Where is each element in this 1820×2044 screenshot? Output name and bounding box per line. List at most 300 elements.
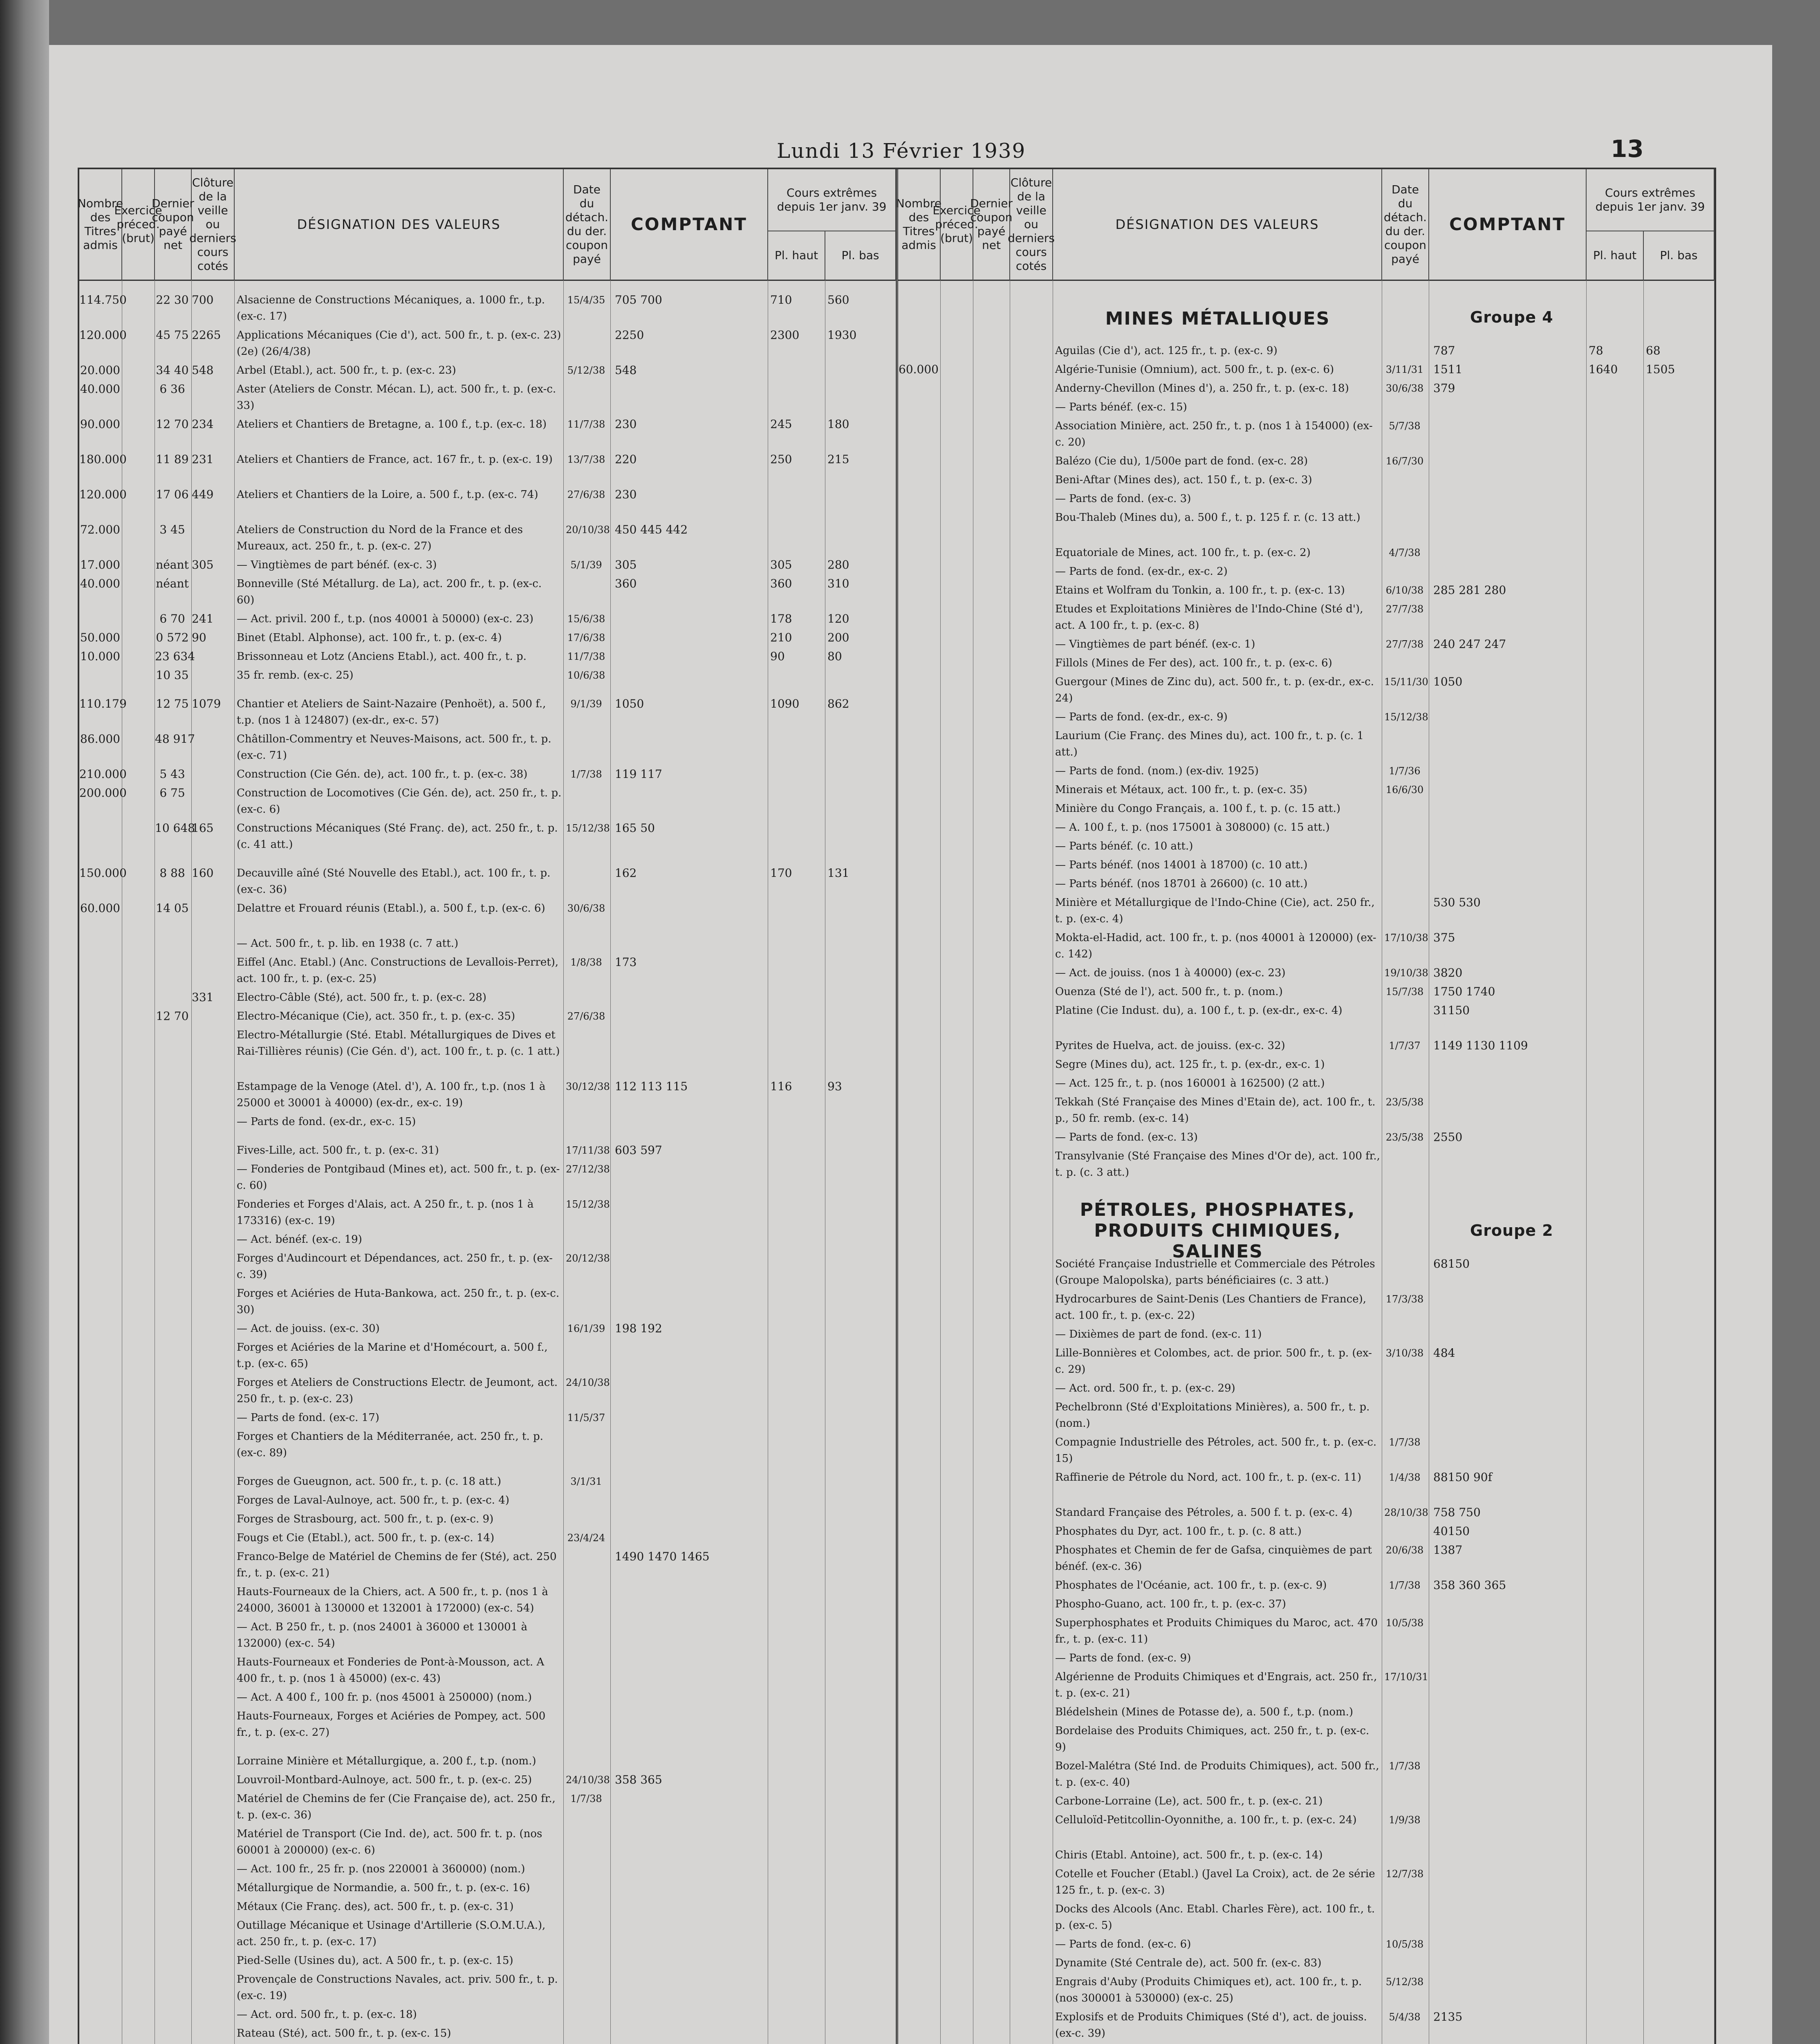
table-row [898,1901,1715,1935]
column-header-comptant: COMPTANT [611,169,768,280]
cell-comptant: 484 [1433,1346,1455,1360]
table-row [79,1753,896,1771]
cell-date: 11/7/38 [567,419,605,430]
cell-designation: Tekkah (Sté Française des Mines d'Etain de), act. 100 fr., t. p., 50 fr. remb. (ex-c. 14) [1055,1096,1376,1125]
cell-plbas: 1505 [1646,363,1675,376]
cell-date: 1/7/38 [570,769,602,780]
cell-coupon: 6 75 [159,786,185,800]
cell-comptant: 240 247 247 [1433,637,1506,651]
cell-comptant: 230 [615,488,637,501]
cell-date: 27/6/38 [567,489,605,500]
table-row [79,865,896,899]
cell-date: 5/1/39 [570,559,602,571]
cell-designation: Delattre et Frouard réunis (Etabl.), a. 500 f., t.p. (ex-c. 6) [237,902,545,914]
column-header-titres: Nombre des Titres admis [898,169,941,280]
cell-comptant: 68150 [1433,1257,1470,1271]
cell-comptant: 530 530 [1433,896,1481,909]
section-title: PÉTROLES, PHOSPHATES, PRODUITS CHIMIQUES, SALINES [1080,1199,1356,1262]
cell-designation: Bozel-Malétra (Sté Ind. de Produits Chimiques), act. 500 fr., t. p. (ex-c. 40) [1055,1760,1379,1788]
cell-comptant: 31150 [1433,1004,1470,1017]
cell-cloture: 548 [192,363,214,377]
cell-date: 28/10/38 [1384,1507,1428,1518]
table-row [898,1504,1715,1522]
page-header [49,135,1772,168]
cell-designation: Platine (Cie Indust. du), a. 100 f., t. p. (ex-dr., ex-c. 4) [1055,1004,1343,1017]
table-row [79,1078,896,1113]
cell-titres: 50.000 [80,631,120,644]
cell-designation: Constructions Mécaniques (Sté Franç. de), act. 250 fr., t. p. (c. 41 att.) [237,822,558,851]
table-row [79,292,896,326]
cell-plhaut: 360 [770,577,792,590]
column-header-coupon: Dernier coupon payé net [973,169,1010,280]
cell-date: 1/7/38 [1389,1437,1421,1448]
cell-designation: Chiris (Etabl. Antoine), act. 500 fr., t. p. (ex-c. 14) [1055,1849,1323,1861]
cell-date: 1/7/36 [1389,765,1421,777]
column-header-cloture: Clôture de la veille ou derniers cours cotés [192,169,235,280]
cell-designation: Superphosphates et Produits Chimiques du Maroc, act. 470 fr., t. p. (ex-c. 11) [1055,1617,1378,1645]
cell-comptant: 548 [615,363,637,377]
table-row [898,1256,1715,1290]
column-header-coupon: Dernier coupon payé net [155,169,192,280]
cell-date: 6/10/38 [1385,585,1424,596]
table-row [898,930,1715,964]
cell-date: 17/6/38 [567,632,605,643]
table-row [79,1196,896,1230]
cell-titres: 200.000 [79,786,127,800]
table-row [898,1669,1715,1703]
cell-designation: Minière du Congo Français, a. 100 f., t. p. (c. 15 att.) [1055,802,1340,815]
cell-designation: Equatoriale de Mines, act. 100 fr., t. p. (ex-c. 2) [1055,547,1311,559]
table-row [79,2025,896,2043]
cell-titres: 120.000 [79,328,127,342]
cell-designation: — Fonderies de Pontgibaud (Mines et), act. 500 fr., t. p. (ex-c. 60) [237,1163,560,1192]
cell-coupon: 12 75 [156,697,189,710]
cell-designation: Châtillon-Commentry et Neuves-Maisons, act. 500 fr., t. p. (ex-c. 71) [237,733,551,762]
cell-cloture: 331 [192,991,214,1004]
table-row [898,1291,1715,1325]
cell-plbas: 862 [827,697,849,710]
cell-coupon: 3 45 [159,523,185,536]
cell-designation: — Act. ord. 500 fr., t. p. (ex-c. 29) [1055,1382,1235,1394]
cell-designation: Eiffel (Anc. Etabl.) (Anc. Constructions de Levallois-Perret), act. 100 fr., t. p. (ex-c. 25) [237,956,559,985]
table-row [898,1129,1715,1147]
column-header-exercice: Exercice préced. (brut) [122,169,155,280]
table-row [898,399,1715,417]
table-row [898,1148,1715,1182]
cell-designation: — Act. 500 fr., t. p. lib. en 1938 (c. 7 att.) [237,937,459,950]
table-row [79,1584,896,1618]
table-row [898,453,1715,471]
cell-cloture: 160 [192,866,214,880]
cell-designation: Ateliers de Construction du Nord de la France et des Mureaux, act. 250 fr., t. p. (ex-c. 27) [237,524,523,552]
cell-designation: Ouenza (Sté de l'), act. 500 fr., t. p. (nom.) [1055,986,1283,998]
cell-designation: Association Minière, act. 250 fr., t. p. (nos 1 à 154000) (ex-c. 20) [1055,420,1373,448]
cell-date: 1/7/38 [1389,1580,1421,1591]
cell-date: 24/10/38 [566,1774,610,1786]
cell-cloture: 90 [192,631,206,644]
cell-plbas: 80 [827,650,842,663]
cell-comptant: 119 117 [615,767,662,781]
cell-designation: Fives-Lille, act. 500 fr., t. p. (ex-c. 31) [237,1144,439,1156]
cell-designation: Ateliers et Chantiers de France, act. 167 fr., t. p. (ex-c. 19) [237,453,553,466]
cell-date: 27/7/38 [1385,639,1424,650]
table-row [79,1619,896,1653]
table-row [898,1866,1715,1900]
column-header-date: Date du détach. du der. coupon payé [564,169,611,280]
table-row [79,1410,896,1428]
right-table-header [898,169,1715,281]
cell-designation: Explosifs et de Produits Chimiques (Sté d'), act. de jouiss. (ex-c. 39) [1055,2011,1367,2040]
table-row [898,1345,1715,1379]
table-row [898,1704,1715,1722]
cell-comptant: 1149 1130 1109 [1433,1039,1528,1052]
cell-designation: — Parts bénéf. (nos 18701 à 26600) (c. 10 att.) [1055,878,1308,890]
cell-comptant: 230 [615,417,637,431]
cell-coupon: 48 917 [155,732,195,746]
cell-cloture: 449 [192,488,214,501]
cell-designation: — Vingtièmes de part bénéf. (ex-c. 3) [237,559,437,571]
cell-coupon: 10 35 [156,668,189,682]
cell-date: 3/10/38 [1385,1347,1424,1359]
cell-date: 10/5/38 [1385,1617,1424,1629]
table-row [898,984,1715,1002]
cell-designation: Phosphates et Chemin de fer de Gafsa, cinquièmes de part bénéf. (ex-c. 36) [1055,1544,1372,1573]
cell-designation: Mokta-el-Hadid, act. 100 fr., t. p. (nos 40001 à 120000) (ex-c. 142) [1055,932,1376,960]
cell-plhaut: 1090 [770,697,800,710]
cell-designation: Decauville aîné (Sté Nouvelle des Etabl.), act. 100 fr., t. p. (ex-c. 36) [237,867,551,896]
cell-date: 30/12/38 [566,1081,610,1092]
cell-designation: Matériel de Chemins de fer (Cie Française de), act. 250 fr., t. p. (ex-c. 36) [237,1793,556,1821]
cell-date: 20/12/38 [566,1253,610,1264]
table-row [898,343,1715,361]
table-row [79,1971,896,2006]
cell-date: 16/1/39 [567,1323,605,1334]
cell-coupon: 0 572 [156,631,189,644]
table-row [79,486,896,521]
cell-date: 15/12/38 [566,1199,610,1210]
cell-comptant: 1050 [615,697,644,710]
cell-designation: — Parts de fond. (ex-c. 13) [1055,1131,1198,1143]
cell-date: 9/1/39 [570,698,602,710]
cell-designation: Guergour (Mines de Zinc du), act. 500 fr., t. p. (ex-dr., ex-c. 24) [1055,676,1374,704]
cell-coupon: néant [156,558,189,572]
right-half-table [898,169,1715,2044]
cell-designation: Construction de Locomotives (Cie Gén. de), act. 250 fr., t. p. (ex-c. 6) [237,787,562,816]
cell-designation: — Parts de fond. (ex-c. 17) [237,1412,379,1424]
cell-designation: Forges d'Audincourt et Dépendances, act. 250 fr., t. p. (ex-c. 39) [237,1252,553,1281]
cell-designation: Louvroil-Montbard-Aulnoye, act. 500 fr., t. p. (ex-c. 25) [237,1774,532,1786]
cell-designation: Transylvanie (Sté Française des Mines d'Or de), act. 100 fr., t. p. (c. 3 att.) [1055,1150,1380,1179]
cell-cloture: 165 [192,821,214,835]
cell-designation: Forges et Aciéries de Huta-Bankowa, act. 250 fr., t. p. (ex-c. 30) [237,1287,560,1316]
cell-date: 27/7/38 [1385,603,1424,615]
cell-comptant: 220 [615,453,637,466]
table-row [79,451,896,486]
cell-plhaut: 78 [1589,344,1603,357]
cell-designation: Hauts-Fourneaux, Forges et Aciéries de Pompey, act. 500 fr., t. p. (ex-c. 27) [237,1710,546,1739]
cell-date: 24/10/38 [566,1377,610,1388]
cell-designation: — Act. privil. 200 f., t.p. (nos 40001 à 50000) (ex-c. 23) [237,613,533,625]
page-number: 13 [1611,135,1644,163]
cell-designation: Rateau (Sté), act. 500 fr., t. p. (ex-c. 15) [237,2027,451,2040]
cell-plhaut: 178 [770,612,792,625]
book-binding [0,0,49,2044]
cell-date: 10/5/38 [1385,1939,1424,1950]
cell-designation: Raffinerie de Pétrole du Nord, act. 100 fr., t. p. (ex-c. 11) [1055,1471,1362,1484]
cell-plhaut: 170 [770,866,792,880]
cell-designation: Brissonneau et Lotz (Anciens Etabl.), act. 400 fr., t. p. [237,650,527,663]
cell-designation: Métaux (Cie Franç. des), act. 500 fr., t. p. (ex-c. 31) [237,1901,514,1913]
cell-coupon: 12 70 [156,417,189,431]
cell-plbas: 1930 [827,328,857,342]
table-row [79,935,896,953]
cell-designation: Etains et Wolfram du Tonkin, a. 100 fr., t. p. (ex-c. 13) [1055,584,1345,596]
table-row [79,381,896,415]
table-row [79,1826,896,1860]
cell-date: 17/3/38 [1385,1293,1424,1305]
cell-designation: Algérienne de Produits Chimiques et d'Engrais, act. 250 fr., t. p. (ex-c. 21) [1055,1671,1377,1699]
cell-coupon: 17 06 [156,488,189,501]
cell-coupon: 5 43 [159,767,185,781]
cell-date: 5/12/38 [1385,1976,1424,1988]
cell-date: 3/1/31 [570,1476,602,1487]
table-row [79,696,896,730]
cell-designation: Forges de Gueugnon, act. 500 fr., t. p. (c. 18 att.) [237,1475,502,1488]
table-row [898,728,1715,762]
cell-designation: Blédelshein (Mines de Potasse de), a. 500 f., t.p. (nom.) [1055,1706,1354,1718]
table-row [898,1955,1715,1973]
cell-plhaut: 1640 [1589,363,1618,376]
cell-plhaut: 305 [770,558,792,572]
cell-designation: — Parts de fond. (ex-dr., ex-c. 9) [1055,711,1228,723]
cell-plbas: 280 [827,558,849,572]
cell-titres: 150.000 [79,866,127,880]
section-groupe: Groupe 4 [1470,308,1553,326]
table-row [898,1326,1715,1344]
cell-designation: Bonneville (Sté Métallurg. de La), act. 200 fr., t. p. (ex-c. 60) [237,578,542,606]
cell-designation: Dynamite (Sté Centrale de), act. 500 fr. (ex-c. 83) [1055,1957,1322,1969]
cell-designation: Segre (Mines du), act. 125 fr., t. p. (ex-dr., ex-c. 1) [1055,1058,1325,1071]
table-row [898,819,1715,837]
cell-comptant: 358 360 365 [1433,1578,1506,1592]
cell-date: 20/10/38 [566,524,610,536]
cell-designation: Anderny-Chevillon (Mines d'), a. 250 fr., t. p. (ex-c. 18) [1055,382,1349,394]
cell-date: 30/6/38 [1385,383,1424,394]
column-header-cloture: Clôture de la veille ou derniers cours cotés [1010,169,1053,280]
cell-comptant: 88150 90f [1433,1470,1492,1484]
cell-designation: Forges de Laval-Aulnoye, act. 500 fr., t. p. (ex-c. 4) [237,1494,509,1506]
table-row [898,1434,1715,1468]
cell-designation: Applications Mécaniques (Cie d'), act. 500 fr., t. p. (ex-c. 23) (2e) (26/4/38) [237,329,561,358]
table-row [898,1399,1715,1433]
cell-comptant: 1490 1470 1465 [615,1550,710,1563]
table-row [898,1577,1715,1595]
cell-plbas: 131 [827,866,849,880]
cell-designation: — Parts bénéf. (c. 10 att.) [1055,840,1193,852]
cell-designation: — Parts de fond. (ex-c. 9) [1055,1652,1191,1664]
cell-coupon: 14 05 [156,901,189,915]
cell-designation: Franco-Belge de Matériel de Chemins de fer (Sté), act. 250 fr., t. p. (ex-c. 21) [237,1551,557,1579]
cell-cloture: 1079 [192,697,221,710]
cell-comptant: 173 [615,955,637,969]
cell-titres: 20.000 [80,363,120,377]
quotation-table [78,168,1716,2044]
table-row [79,327,896,361]
cell-designation: Electro-Mécanique (Cie), act. 350 fr., t. p. (ex-c. 35) [237,1010,516,1022]
column-header-comptant: COMPTANT [1429,169,1587,280]
left-half-table [79,169,898,2044]
table-row [898,1847,1715,1865]
cell-designation: Chantier et Ateliers de Saint-Nazaire (Penhoët), a. 500 f., t.p. (nos 1 à 124807) (ex-dr., ex-c. 57) [237,698,546,726]
cell-designation: Société Française Industrielle et Commerciale des Pétroles (Groupe Malopolska), parts bénéficiaires (c. 3 att.) [1055,1258,1375,1286]
cell-designation: Provençale de Constructions Navales, act. priv. 500 fr., t. p. (ex-c. 19) [237,1973,558,2002]
table-row [898,876,1715,894]
cell-date: 5/4/38 [1389,2011,1421,2023]
cell-designation: Arbel (Etabl.), act. 500 fr., t. p. (ex-c. 23) [237,364,456,377]
cell-date: 15/12/38 [566,823,610,834]
cell-cloture: 700 [192,293,214,307]
cell-titres: 40.000 [80,382,120,396]
cell-date: 16/6/30 [1385,784,1424,796]
cell-designation: Aguilas (Cie d'), act. 125 fr., t. p. (ex-c. 9) [1055,345,1278,357]
table-row [79,1492,896,1510]
cell-titres: 72.000 [80,523,120,536]
cell-designation: — Act. bénéf. (ex-c. 19) [237,1233,362,1246]
cell-plhaut: 2300 [770,328,800,342]
table-row [79,1320,896,1338]
cell-titres: 40.000 [80,577,120,590]
table-row [79,1791,896,1825]
cell-titres: 90.000 [80,417,120,431]
cell-date: 23/5/38 [1385,1132,1424,1143]
section-groupe: Groupe 2 [1470,1221,1553,1239]
cell-comptant: 305 [615,558,637,572]
cell-coupon: 11 89 [156,453,189,466]
table-row [898,1758,1715,1792]
cell-comptant: 162 [615,866,637,880]
table-row [79,1114,896,1132]
cell-designation: — Act. A 400 f., 100 fr. p. (nos 45001 à 250000) (nom.) [237,1691,532,1703]
cell-date: 11/5/37 [567,1412,605,1423]
table-row [79,1772,896,1790]
cell-coupon: 23 634 [155,650,195,663]
cell-coupon: 22 30 [156,293,189,307]
cell-date: 23/4/24 [567,1532,605,1544]
cell-titres: 86.000 [80,732,120,746]
table-row [898,1380,1715,1398]
table-row [898,763,1715,781]
cell-designation: — Parts de fond. (ex-c. 6) [1055,1938,1191,1950]
column-header-plhaut: Pl. haut [768,231,825,280]
cell-designation: Beni-Aftar (Mines des), act. 150 f., t. p. (ex-c. 3) [1055,474,1312,486]
table-row [79,1654,896,1688]
cell-designation: — Parts de fond. (ex-c. 3) [1055,493,1191,505]
cell-titres: 120.000 [79,488,127,501]
cell-designation: — Parts bénéf. (ex-c. 15) [1055,401,1187,413]
table-row [898,709,1715,727]
cell-comptant: 40150 [1433,1524,1470,1538]
table-row [79,667,896,685]
cell-titres: 180.000 [79,453,127,466]
cell-designation: Lille-Bonnières et Colombes, act. de prior. 500 fr., t. p. (ex-c. 29) [1055,1347,1372,1376]
cell-designation: Pechelbronn (Sté d'Exploitations Minières), a. 500 fr., t. p. (nom.) [1055,1401,1370,1430]
cell-date: 27/6/38 [567,1011,605,1022]
cell-coupon: 34 40 [156,363,189,377]
cell-cloture: 234 [192,417,214,431]
cell-date: 19/10/38 [1384,967,1428,979]
column-header-exercice: Exercice préced. (brut) [941,169,973,280]
cell-designation: Balézo (Cie du), 1/500e part de fond. (ex-c. 28) [1055,455,1308,467]
cell-plbas: 310 [827,577,849,590]
cell-designation: — Act. de jouiss. (nos 1 à 40000) (ex-c. 23) [1055,967,1286,979]
cell-date: 5/7/38 [1389,420,1421,432]
cell-plbas: 180 [827,417,849,431]
table-row [79,2006,896,2024]
cell-cloture: 2265 [192,328,221,342]
cell-coupon: 10 648 [155,821,195,835]
cell-date: 12/7/38 [1385,1868,1424,1880]
column-header-extremes: Cours extrêmes depuis 1er janv. 39 [1587,169,1715,231]
column-header-plbas: Pl. bas [1644,231,1715,280]
cell-comptant: 360 [615,577,637,590]
cell-date: 15/4/35 [567,294,605,306]
cell-comptant: 787 [1433,344,1455,357]
table-row [898,636,1715,654]
cell-date: 16/7/30 [1385,455,1424,467]
cell-titres: 60.000 [80,901,120,915]
cell-designation: — Vingtièmes de part bénéf. (ex-c. 1) [1055,638,1255,650]
cell-plbas: 560 [827,293,849,307]
cell-plhaut: 250 [770,453,792,466]
cell-date: 10/6/38 [567,670,605,681]
table-row [898,674,1715,708]
table-row [898,1936,1715,1954]
cell-designation: Construction (Cie Gén. de), act. 100 fr., t. p. (ex-c. 38) [237,768,528,780]
cell-designation: — Dixièmes de part de fond. (ex-c. 11) [1055,1328,1262,1340]
table-row [79,1374,896,1409]
table-row [79,1231,896,1249]
cell-date: 15/7/38 [1385,986,1424,997]
table-row [898,582,1715,600]
table-row [79,1027,896,1078]
cell-designation: — Act. 125 fr., t. p. (nos 160001 à 162500) (2 att.) [1055,1077,1325,1089]
table-row [898,2009,1715,2043]
column-header-designation: DÉSIGNATION DES VALEURS [1053,169,1382,280]
table-row [79,362,896,380]
cell-coupon: 45 75 [156,328,189,342]
cell-plhaut: 245 [770,417,792,431]
cell-coupon: 6 70 [159,612,185,625]
cell-designation: Fillols (Mines de Fer des), act. 100 fr., t. p. (ex-c. 6) [1055,657,1332,669]
table-row [79,731,896,765]
cell-designation: Matériel de Transport (Cie Ind. de), act. 500 fr. t. p. (nos 60001 à 200000) (ex-c. 6) [237,1828,542,1856]
cell-designation: Compagnie Industrielle des Pétroles, act. 500 fr., t. p. (ex-c. 15) [1055,1436,1377,1465]
cell-plbas: 120 [827,612,849,625]
cell-designation: Carbone-Lorraine (Le), act. 500 fr., t. p. (ex-c. 21) [1055,1795,1323,1807]
table-row [898,655,1715,673]
column-header-designation: DÉSIGNATION DES VALEURS [235,169,564,280]
column-header-plhaut: Pl. haut [1587,231,1644,280]
cell-comptant: 1511 [1433,363,1463,376]
cell-designation: — Parts de fond. (nom.) (ex-div. 1925) [1055,765,1259,777]
table-row [79,416,896,450]
cell-designation: Métallurgique de Normandie, a. 500 fr., t. p. (ex-c. 16) [237,1882,530,1894]
cell-designation: Bordelaise des Produits Chimiques, act. 250 fr., t. p. (ex-c. 9) [1055,1725,1369,1753]
table-row [79,766,896,784]
cell-designation: — Act. 100 fr., 25 fr. p. (nos 220001 à 360000) (nom.) [237,1863,525,1875]
cell-comptant: 379 [1433,381,1455,395]
table-row [898,1542,1715,1576]
